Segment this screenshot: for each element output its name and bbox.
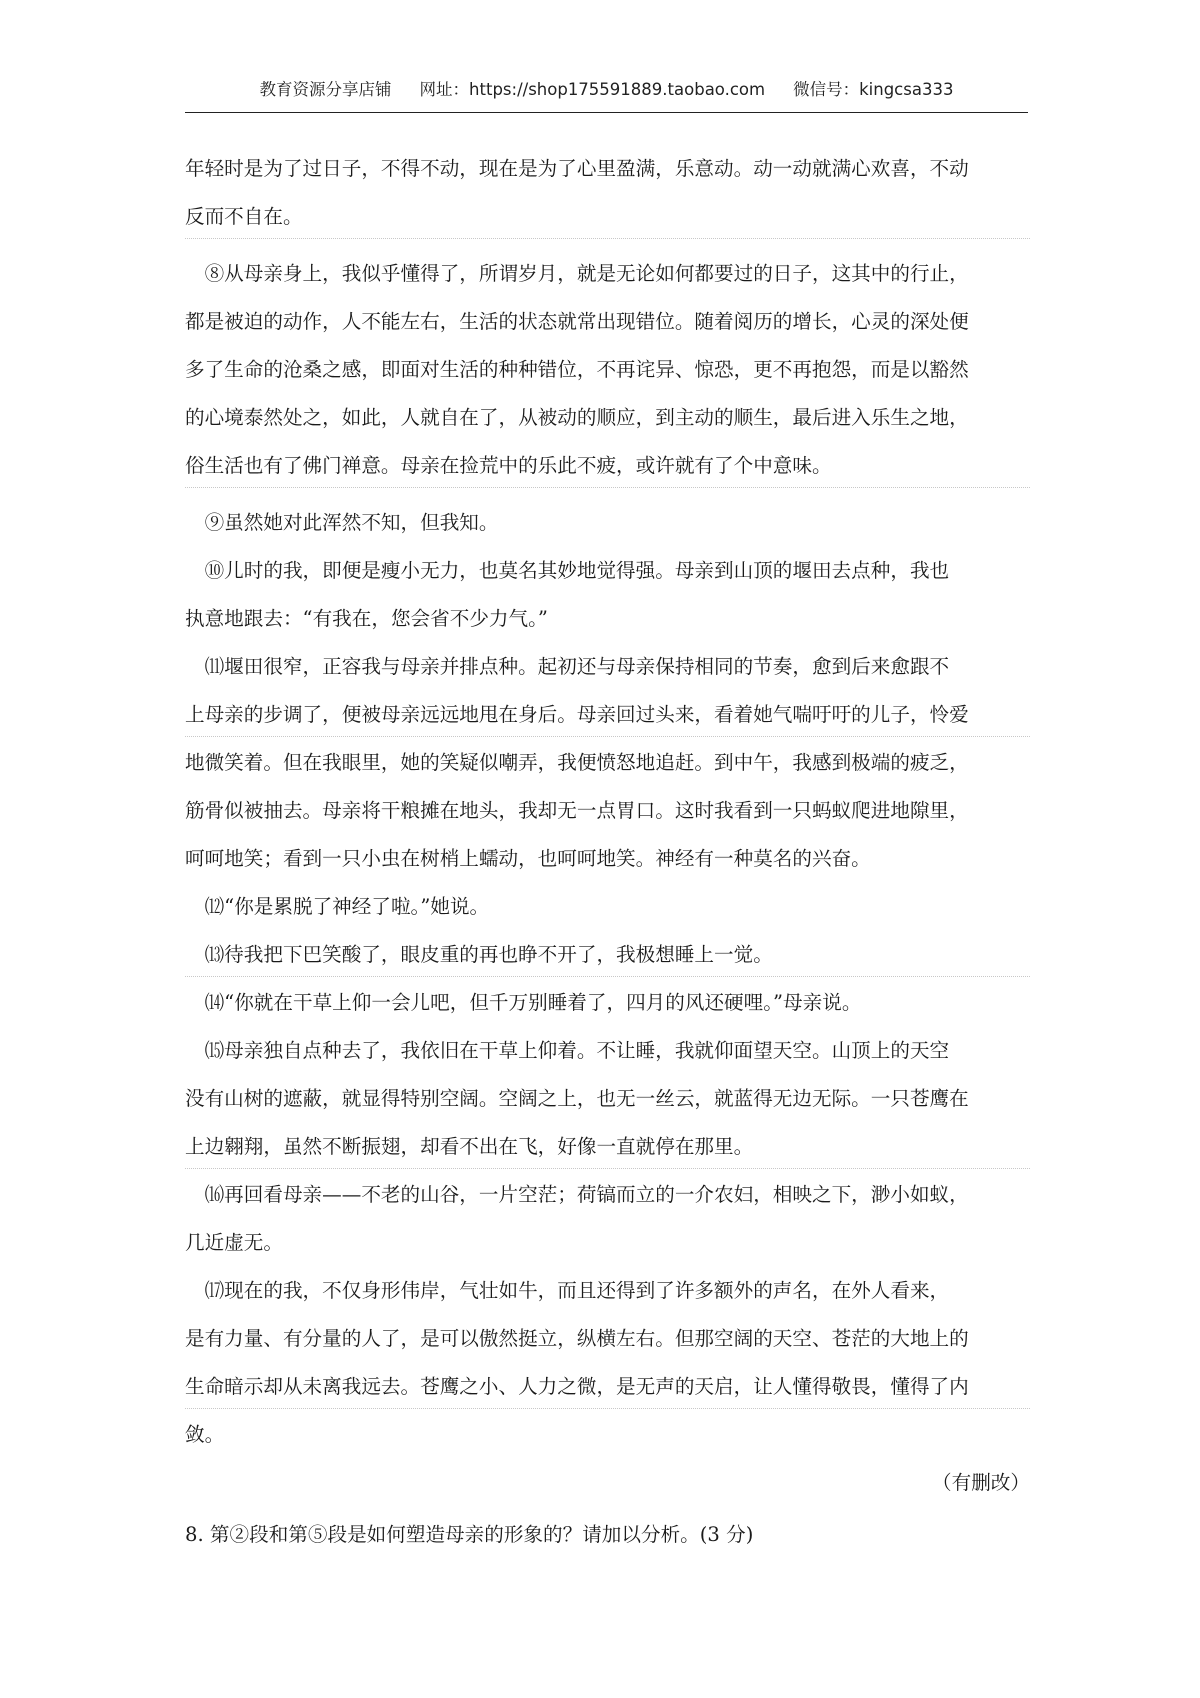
text-line: 没有山树的遮蔽，就显得特别空阔。空阔之上，也无一丝云，就蓝得无边无际。一只苍鹰在	[185, 1087, 969, 1110]
dotted-rule	[185, 487, 1030, 488]
dotted-rule	[185, 736, 1030, 737]
shop-url: 网址：https://shop175591889.taobao.com	[419, 80, 766, 99]
text-line: 俗生活也有了佛门禅意。母亲在捡荒中的乐此不疲，或许就有了个中意味。	[185, 454, 832, 477]
text-line: ⒃再回看母亲——不老的山谷，一片空茫；荷镐而立的一介农妇，相映之下，渺小如蚁，	[185, 1183, 969, 1206]
text-line: 反而不自在。	[185, 205, 303, 228]
dotted-rule	[185, 1168, 1030, 1169]
text-line: ⒄现在的我，不仅身形伟岸，气壮如牛，而且还得到了许多额外的声名，在外人看来，	[185, 1279, 950, 1302]
text-line: 上边翱翔，虽然不断振翅，却看不出在飞，好像一直就停在那里。	[185, 1135, 754, 1158]
text-line: 生命暗示却从未离我远去。苍鹰之小、人力之微，是无声的天启，让人懂得敬畏，懂得了内	[185, 1375, 969, 1398]
text-line: ⑿“你是累脱了神经了啦。”她说。	[185, 895, 490, 918]
text-line: 呵呵地笑；看到一只小虫在树梢上蠕动，也呵呵地笑。神经有一种莫名的兴奋。	[185, 847, 871, 870]
text-line: ⒂母亲独自点种去了，我依旧在干草上仰着。不让睡，我就仰面望天空。山顶上的天空	[185, 1039, 950, 1062]
text-line: ⒀待我把下巴笑酸了，眼皮重的再也睁不开了，我极想睡上一觉。	[185, 943, 773, 966]
dotted-rule	[185, 976, 1030, 977]
text-line: 都是被迫的动作，人不能左右，生活的状态就常出现错位。随着阅历的增长，心灵的深处便	[185, 310, 969, 333]
text-line: 是有力量、有分量的人了，是可以傲然挺立，纵横左右。但那空阔的天空、苍茫的大地上的	[185, 1327, 969, 1350]
shop-name: 教育资源分享店铺	[259, 80, 392, 99]
text-line: ⑾堰田很窄，正容我与母亲并排点种。起初还与母亲保持相同的节奏，愈到后来愈跟不	[185, 655, 950, 678]
text-line: 的心境泰然处之，如此，人就自在了，从被动的顺应，到主动的顺生，最后进入乐生之地，	[185, 406, 969, 429]
text-line: ⑧从母亲身上，我似乎懂得了，所谓岁月，就是无论如何都要过的日子，这其中的行止，	[185, 262, 969, 285]
text-line: 上母亲的步调了，便被母亲远远地甩在身后。母亲回过头来，看着她气喘吁吁的儿子，怜爱	[185, 703, 969, 726]
text-line: 年轻时是为了过日子，不得不动，现在是为了心里盈满，乐意动。动一动就满心欢喜，不动	[185, 157, 969, 180]
wechat-id: 微信号：kingcsa333	[793, 80, 954, 99]
page-header	[185, 78, 1028, 113]
dotted-rule	[185, 238, 1030, 239]
text-line: 筋骨似被抽去。母亲将干粮摊在地头，我却无一点胃口。这时我看到一只蚂蚁爬进地隙里，	[185, 799, 969, 822]
text-line: ⑨虽然她对此浑然不知，但我知。	[185, 511, 499, 534]
text-line: 执意地跟去：“有我在，您会省不少力气。”	[185, 607, 548, 630]
text-line: ⑩儿时的我，即便是瘦小无力，也莫名其妙地觉得强。母亲到山顶的堰田去点种，我也	[185, 559, 950, 582]
dotted-rule	[185, 1408, 1030, 1409]
source-note: （有删改）	[932, 1471, 1030, 1494]
text-line: 地微笑着。但在我眼里，她的笑疑似嘲弄，我便愤怒地追赶。到中午，我感到极端的疲乏，	[185, 751, 969, 774]
text-line: 几近虚无。	[185, 1231, 283, 1254]
question-8: 8. 第②段和第⑤段是如何塑造母亲的形象的？请加以分析。(3 分)	[185, 1523, 754, 1546]
text-line: 多了生命的沧桑之感，即面对生活的种种错位，不再诧异、惊恐，更不再抱怨，而是以豁然	[185, 358, 969, 381]
text-line: ⒁“你就在干草上仰一会儿吧，但千万别睡着了，四月的风还硬哩。”母亲说。	[185, 991, 862, 1014]
text-line: 敛。	[185, 1423, 225, 1446]
